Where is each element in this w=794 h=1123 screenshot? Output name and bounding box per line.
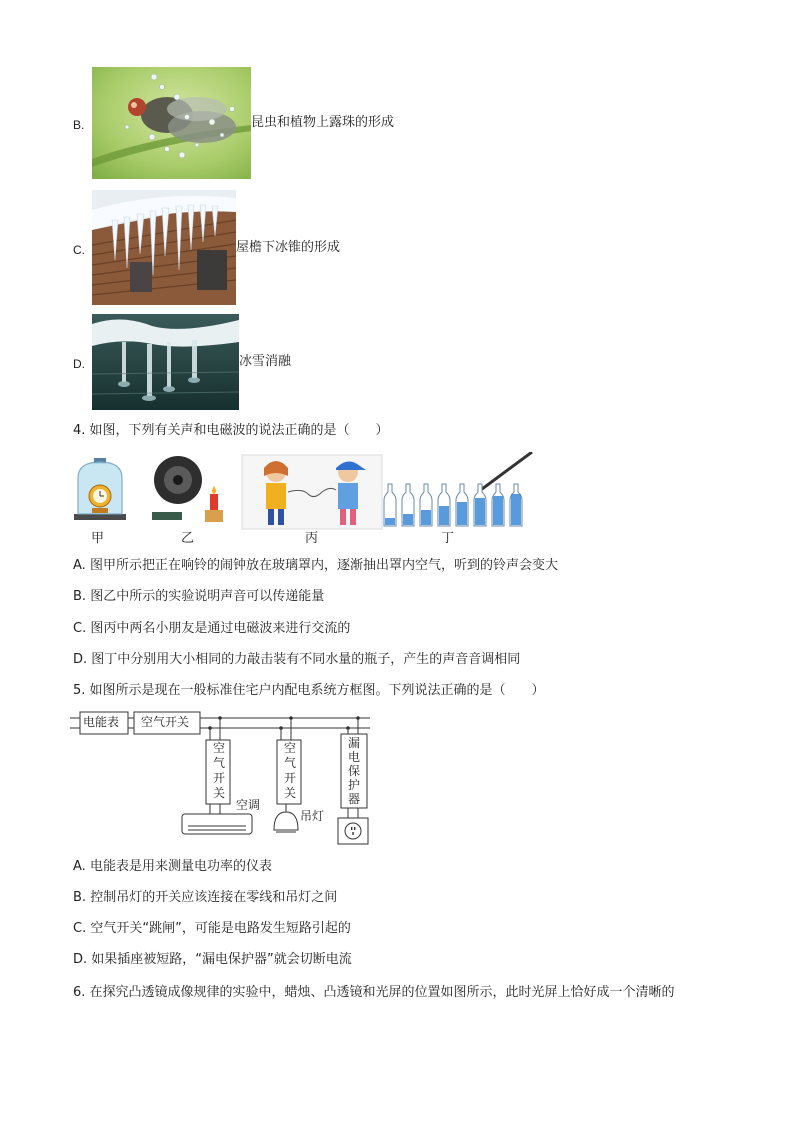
q4-option-d: D. 图丁中分别用大小相同的力敲击装有不同水量的瓶子，产生的声音音调相同	[73, 652, 521, 667]
fig-label-jia: 甲	[91, 531, 105, 546]
q4-option-b: B. 图乙中所示的实验说明声音可以传递能量	[73, 589, 325, 604]
melting-ice-photo	[92, 314, 239, 410]
fig-label-ding: 丁	[441, 531, 455, 546]
q6-stem: 6. 在探究凸透镜成像规律的实验中，蜡烛、凸透镜和光屏的位置如图所示，此时光屏上恰好成一个清晰的	[73, 985, 675, 1000]
option-d-caption: 冰雪消融	[239, 354, 292, 369]
branch-switch-1-label: 空 气 开 关	[212, 741, 225, 800]
q5-option-a: A. 电能表是用来测量电功率的仪表	[73, 859, 272, 874]
q5-stem: 5. 如图所示是现在一般标准住宅户内配电系统方框图。下列说法正确的是（ ）	[73, 683, 545, 698]
q4-stem: 4. 如图，下列有关声和电磁波的说法正确的是（ ）	[73, 423, 389, 438]
q5-option-c: C. 空气开关“跳闸”，可能是电路发生短路引起的	[73, 921, 351, 936]
option-b-letter: B.	[73, 118, 85, 132]
q5-option-d: D. 如果插座被短路，“漏电保护器”就会切断电流	[73, 952, 352, 967]
icicle-eaves-photo	[92, 190, 236, 305]
main-switch-label: 空气开关	[141, 715, 190, 729]
dew-insect-photo	[92, 67, 251, 179]
branch-switch-2-label: 空 气 开 关	[283, 741, 296, 800]
fig-label-bing: 丙	[305, 531, 319, 546]
q4-option-c: C. 图丙中两名小朋友是通过电磁波来进行交流的	[73, 621, 351, 636]
string-phone-figure	[242, 455, 382, 529]
aircon-label: 空调	[236, 798, 261, 812]
leak-protector-label: 漏 电 保 护 器	[347, 736, 360, 806]
lamp-label: 吊灯	[300, 809, 325, 823]
bell-jar-figure	[74, 458, 126, 520]
option-d-letter: D.	[73, 357, 85, 371]
q4-option-a: A. 图甲所示把正在响铃的闹钟放在玻璃罩内，逐渐抽出罩内空气，听到的铃声会变大	[73, 558, 558, 573]
meter-box-label: 电能表	[83, 715, 120, 729]
fig-label-yi: 乙	[181, 531, 195, 546]
water-bottles-figure	[384, 452, 532, 526]
q4-figure	[70, 452, 540, 532]
q5-option-b: B. 控制吊灯的开关应该连接在零线和吊灯之间	[73, 890, 338, 905]
option-c-caption: 屋檐下冰锥的形成	[236, 240, 341, 255]
speaker-candle-figure	[152, 456, 223, 522]
option-c-letter: C.	[73, 243, 85, 257]
option-b-caption: 昆虫和植物上露珠的形成	[251, 115, 395, 130]
distribution-diagram	[70, 708, 380, 848]
